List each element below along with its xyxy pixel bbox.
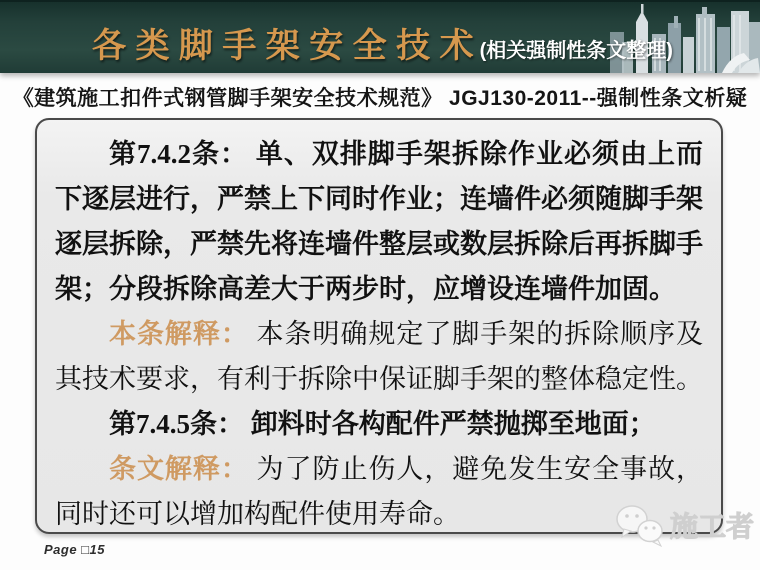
provision-explanation-text: 为了防止伤人，避免发生安全事故，同时还可以增加构配件使用寿命。 xyxy=(55,454,704,529)
page-number-label: Page □15 xyxy=(44,542,105,557)
header-title-group xyxy=(92,18,673,67)
watermark-text: 施工者 xyxy=(669,511,754,542)
clause-742-explanation-paragraph xyxy=(55,312,703,402)
explanation-text: 本条明确规定了脚手架的拆除顺序及其技术要求，有利于拆除中保证脚手架的整体稳定性。 xyxy=(55,319,704,394)
slide-title-annotation: (相关强制性条文整理) xyxy=(479,40,673,62)
wechat-icon xyxy=(614,502,666,548)
header-banner xyxy=(0,0,760,73)
clause-742-label: 第7.4.2条： xyxy=(109,139,249,169)
slide-title: 各 类 脚 手 架 安 全 技 术 xyxy=(92,27,474,65)
watermark-badge xyxy=(614,502,754,548)
clause-745-text: 卸料时各构配件严禁抛掷至地面； xyxy=(250,409,656,439)
provision-explanation-label: 条文解释： xyxy=(109,454,249,484)
document-title: 《建筑施工扣件式钢管脚手架安全技术规范》 JGJ130-2011--强制性条文析疑 xyxy=(12,87,748,110)
clause-745-paragraph xyxy=(55,402,703,447)
explanation-label: 本条解释： xyxy=(109,319,249,349)
clause-745-explanation-paragraph xyxy=(55,447,703,534)
content-box xyxy=(35,118,723,534)
clause-745-label: 第7.4.5条： xyxy=(109,409,244,439)
clause-742-paragraph xyxy=(55,132,703,312)
clause-742-text: 单、双排脚手架拆除作业必须由上而下逐层进行，严禁上下同时作业；连墙件必须随脚手架逐层拆除，严禁先将连墙件整层或数层拆除后再拆脚手架；分段拆除高差大于两步时，应增设连墙件加固。 xyxy=(55,139,704,304)
